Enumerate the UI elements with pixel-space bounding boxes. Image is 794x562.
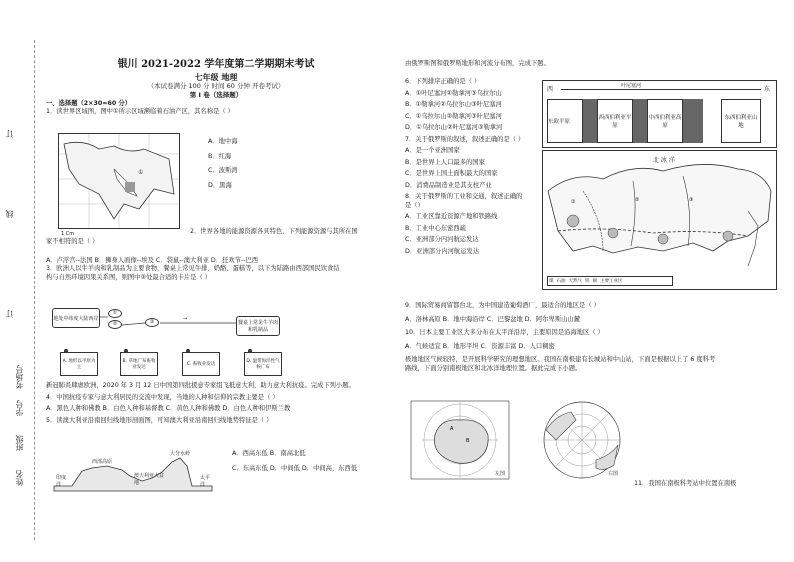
legend-industrial-zone: 主要工业区 (600, 279, 623, 284)
map-scale: 1 Cm (61, 231, 75, 237)
profile-svg (52, 446, 217, 496)
q2-stem-2: 家不相符的是（ ） (46, 238, 99, 245)
card-b-pin (124, 349, 128, 353)
flow-node-3: ③ (145, 318, 159, 327)
svg-text:①: ① (571, 199, 576, 205)
right-map-label: 右图 (608, 471, 619, 477)
q8-stem-1: 8．关于俄罗斯的工业和交通，叙述正确的 (405, 193, 523, 200)
left-column (46, 58, 386, 117)
table-west: 西 (547, 86, 554, 93)
q5-option-ab[interactable]: A．西高东低 B．南高北低 (232, 450, 306, 457)
q5-stem: 5．读澳大利亚沿南回归线地形剖面图，可知澳大利亚沿南回归线地势特征是（ ） (46, 416, 273, 424)
arctic-map (536, 400, 628, 480)
table-shaded-3 (683, 99, 703, 143)
margin-ding: 订 (5, 130, 14, 138)
flow-arrows-svg (100, 305, 240, 345)
exam-grade: 七年级 地理 (194, 71, 238, 82)
q11-block (634, 480, 784, 489)
svg-text:①: ① (138, 169, 144, 176)
legend-iron: 铁 (585, 279, 590, 284)
profile-label-indian-ocean: 印度洋 (56, 475, 67, 488)
legend-coal: 煤 (549, 279, 554, 284)
q5-option-cd[interactable]: C．东高东低 D．中间低 D．中间高，东西低 (232, 464, 358, 472)
q8-option-a[interactable]: A．工业区靠近资源产地和铁路线 (405, 213, 498, 220)
table-shaded-1 (583, 99, 597, 143)
q3-stem-1: 3．欧洲人以牛羊肉和乳制品为主要食物，餐桌上常见牛排、奶酪、蛋糕等，以下为陆路由西部国民饮食结 (46, 265, 340, 272)
svg-text:A: A (450, 426, 454, 432)
q9-stem: 9．国际贸易商留都台北，为中国建造葡萄酒厂，最适合的地区是（ ） (405, 302, 600, 309)
class-label: 班级 (15, 435, 24, 451)
q5-options (232, 450, 382, 473)
q7-option-c[interactable]: C．是世界上国土面积最大的国家 (405, 170, 498, 177)
table-shaded-2 (633, 99, 647, 143)
left-map-label: 左图 (495, 471, 506, 477)
legend-oil: 石油 (556, 279, 566, 284)
q6-option-b[interactable]: B．①勒拿河②乌拉尔山③叶尼塞河 (405, 101, 502, 108)
table-east: 东 (763, 86, 770, 93)
q7-option-a[interactable]: A．是一个亚洲国家 (405, 147, 460, 154)
q2-block (190, 228, 390, 237)
q6-q8-block (405, 78, 540, 256)
svg-text:B: B (466, 438, 470, 444)
flow-arrow: → (180, 312, 190, 326)
q4-options[interactable]: A．黑色人种和佛教 B．白色人种和基督教 C．黄色人种和佛教 D．白色人种和伊斯兰教 (46, 405, 291, 412)
russia-map-svg (543, 151, 776, 289)
flow-node-1: ① (108, 309, 122, 318)
cut-line (34, 40, 35, 540)
q2-block-2 (46, 238, 386, 282)
q6-option-a[interactable]: A．①叶尼塞河②勒拿河③乌拉尔山 (405, 89, 502, 97)
q8-stem-2: 是（） (405, 201, 424, 209)
q9-q10-block (405, 302, 785, 373)
table-cell-2: 西西伯利亚平原 (597, 99, 633, 143)
q10-stem: 10．日本主要工业区大多分布在太平洋沿岸，主要原因是沿海地区（ ） (405, 329, 604, 336)
number-label: 学号 (15, 400, 24, 416)
q8-option-b[interactable]: B．工业中心东密西疏 (405, 224, 466, 232)
russia-terrain-table (542, 80, 777, 148)
q3-stem-2: 构与自然环境因果关系图，则图中②处最合适的卡片是（ ） (46, 273, 212, 281)
arctic-svg (536, 400, 628, 480)
table-cell-4: 东西伯利亚山地 (721, 99, 761, 143)
card-b[interactable]: B. 草地广布畜牧业发达 (120, 352, 158, 376)
map-legend (547, 276, 673, 286)
profile-label-west-plateau: 西部高原 (92, 459, 113, 465)
north-ocean-label: 北 冰 洋 (653, 157, 675, 164)
q1-option-a[interactable]: A．地中海 (208, 138, 238, 145)
passage-2-line-2: 路线，下面分别南极地区和北冰洋地理位置。据此完成下小题。 (405, 364, 582, 372)
legend-gas: 天然气 (568, 279, 582, 284)
q7-stem: 7．关于俄罗斯的叙述，叙述正确的是（ ） (405, 135, 525, 143)
q10-options[interactable]: A．气候适宜 B．地形平坦 C．资源丰富 D．人口稠密 (405, 342, 555, 350)
right-intro (405, 60, 785, 69)
q1-option-c[interactable]: C．波斯湾 (208, 167, 238, 174)
q1-stem: 1．读世界区域图，图中①所示区域濒临着石油产区，其名称是（ ） (46, 108, 234, 116)
q8-option-c[interactable]: C．亚洲部分内河航运发达 (405, 236, 479, 243)
card-c[interactable]: C. 畜牧业发达 (182, 352, 220, 376)
passage-1: 新冠肺炎肆虐欧洲，2020 年 3 月 12 日中国第四批援意专家组飞抵意大利，助力意大利抗疫。完成下列小题。 (46, 382, 355, 389)
table-river: 叶尼塞河 (621, 83, 642, 89)
q2-options[interactable]: A．卢浮宫--法国 B．狮身人面像--埃及 C．袋鼠--澳大利亚 D．狂欢节--巴西 (46, 256, 259, 264)
terrain-profile (52, 446, 217, 496)
q8-option-d[interactable]: D．亚洲部分内河航运发达 (405, 247, 480, 255)
card-d[interactable]: D. 温带海洋性气候广布 (244, 352, 282, 376)
volume-title: 第 I 卷（选择题） (189, 91, 243, 100)
q1-option-b[interactable]: B．红海 (208, 152, 232, 160)
card-a-pin (64, 349, 68, 353)
table-cell-1: 东欧平原 (547, 99, 583, 143)
q6-stem: 6．下列排序正确的是（ ） (405, 78, 481, 85)
margin-xian: 线 (5, 210, 14, 218)
flow-node-2: ② (108, 320, 122, 329)
name-label: 姓名 (15, 470, 24, 486)
antarctica-map (410, 400, 510, 480)
q7-option-d[interactable]: D．消费品制造业是其支柱产业 (405, 181, 492, 189)
q9-options[interactable]: A．洛林高原 B．地中海沿岸 C．巴黎盆地 D．阿尔卑斯山山麓 (405, 315, 581, 323)
q2-stem-1: 2．世界各地的能源资源各具特色，下列能源资源与其所在国 (190, 228, 358, 235)
card-c-pin (186, 349, 190, 353)
card-d-pin (248, 349, 252, 353)
q11-stem: 11．我国在南极科考站中位置在南极 (634, 480, 737, 487)
table-cell-3: 中西伯利亚高原 (647, 99, 683, 143)
q4-stem: 4．中国抗疫专家与意大利居民的交流中发现，当地的人种和信仰的宗教主要是（ ） (46, 393, 279, 401)
table-arrow-line (561, 89, 761, 90)
q1-options (208, 138, 298, 190)
card-a[interactable]: A. 地形以平原为主 (60, 352, 98, 376)
antarctica-svg (410, 400, 510, 480)
profile-label-basin: 澳大利亚大盆地 (134, 473, 165, 486)
svg-text:②: ② (635, 197, 640, 203)
region-map-svg (59, 134, 179, 228)
q1-option-d[interactable]: D．黑海 (208, 181, 232, 189)
exam-note: （本试卷满分 100 分 时间 60 分钟 开卷考试） (147, 82, 285, 91)
profile-label-dividing-range: 大分水岭 (170, 451, 191, 457)
profile-label-pacific: 太平洋 (200, 475, 211, 488)
flow-end-box: 餐桌上常见牛羊肉和乳制品 (236, 316, 280, 336)
russia-map (542, 150, 777, 290)
world-region-map (58, 133, 180, 237)
q7-option-b[interactable]: B．是世界上人口最多的国家 (405, 158, 485, 166)
russia-intro: 由俄罗斯图和俄罗斯地形和河流分布图，完成下题。 (405, 60, 550, 67)
q6-option-d[interactable]: D．①乌拉尔山②叶尼塞河③勒拿河 (405, 124, 503, 131)
flow-start-box: 地处中纬度大陆西岸 (52, 308, 100, 328)
passage-2-line-1: 极地地区气候较特，是开展科学研究的理想地区。我国在南极建有长城站和中山站，下面是根据以上了 6 度科考 (405, 356, 716, 363)
section1-heading: 一、选择题（2×30=60 分） (46, 99, 132, 107)
exam-room-label: 考场号 (15, 365, 24, 389)
q4-block (46, 382, 391, 425)
margin-ding2: 订 (5, 310, 14, 318)
legend-copper: 铜 (592, 279, 597, 284)
svg-text:③: ③ (689, 197, 694, 203)
exam-title: 银川 2021-2022 学年度第二学期期末考试 (117, 59, 315, 70)
q6-option-c[interactable]: C．①乌拉尔山②勒拿河③叶尼塞河 (405, 112, 502, 120)
